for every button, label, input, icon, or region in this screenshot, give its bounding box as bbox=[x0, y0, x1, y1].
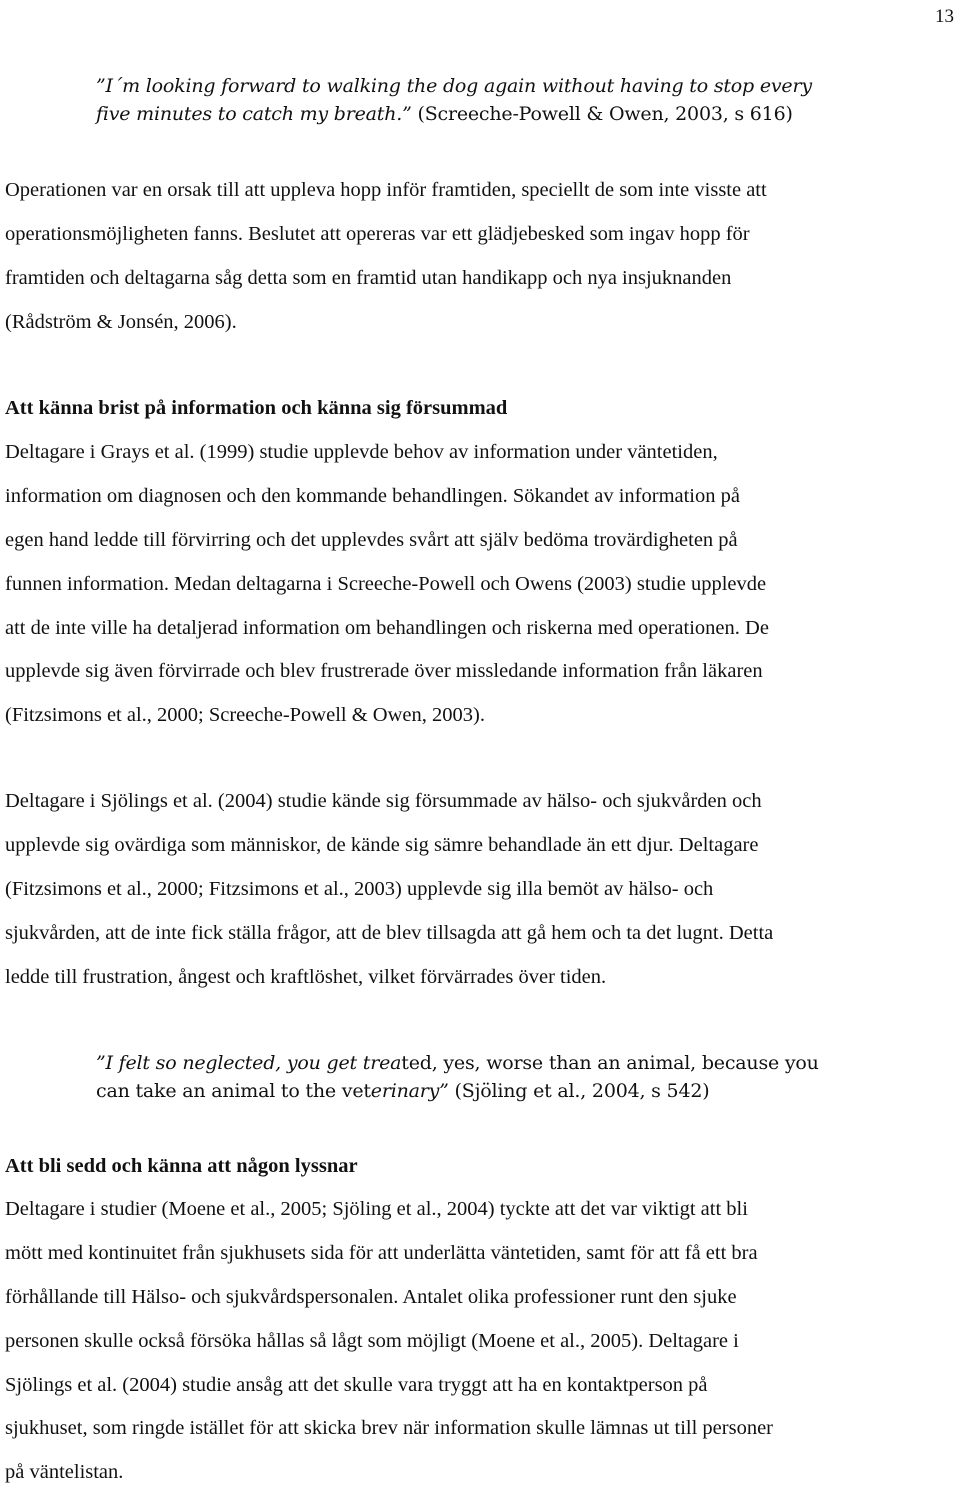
quote-text: ted, yes, worse than an animal, because you bbox=[401, 1052, 819, 1074]
quote-text: can take an animal to the vet bbox=[96, 1080, 371, 1102]
text-line: sjukvården, att de inte fick ställa frågor, att de blev tillsagda att gå hem och ta det lugnt. Detta bbox=[5, 922, 774, 944]
text-line: att de inte ville ha detaljerad information om behandlingen och riskerna med operationen. De bbox=[5, 617, 769, 639]
text-line: funnen information. Medan deltagarna i Screeche-Powell och Owens (2003) studie upplevde bbox=[5, 573, 767, 595]
text-line: egen hand ledde till förvirring och det upplevdes svårt att själv bedöma trovärdigheten på bbox=[5, 529, 738, 551]
text-line: ledde till frustration, ångest och kraftlöshet, vilket förvärrades över tiden. bbox=[5, 966, 607, 988]
section-heading: Att bli sedd och känna att någon lyssnar bbox=[5, 1155, 358, 1177]
quote-line bbox=[96, 105, 793, 124]
text-line: upplevde sig ovärdiga som människor, de kände sig sämre behandlade än ett djur. Deltagare bbox=[5, 834, 759, 856]
quote-line bbox=[96, 1054, 819, 1073]
text-line: operationsmöjligheten fanns. Beslutet att opereras var ett glädjebesked som ingav hopp för bbox=[5, 223, 750, 245]
text-line: sjukhuset, som ringde istället för att skicka brev när information skulle lämnas ut till personer bbox=[5, 1417, 774, 1439]
quote-citation: (Sjöling et al., 2004, s 542) bbox=[448, 1080, 710, 1102]
quote-italic-text: five minutes to catch my breath.” bbox=[96, 103, 412, 125]
text-line: Sjölings et al. (2004) studie ansåg att det skulle vara tryggt att ha en kontaktperson på bbox=[5, 1374, 708, 1396]
text-line: på väntelistan. bbox=[5, 1461, 124, 1483]
text-line: Operationen var en orsak till att uppleva hopp inför framtiden, speciellt de som inte visste att bbox=[5, 179, 767, 201]
text-line: (Fitzsimons et al., 2000; Fitzsimons et al., 2003) upplevde sig illa bemöt av hälso- och bbox=[5, 878, 714, 900]
text-line: upplevde sig även förvirrade och blev frustrerade över missledande information från läkaren bbox=[5, 660, 763, 682]
text-line: Deltagare i Sjölings et al. (2004) studie kände sig försummade av hälso- och sjukvården och bbox=[5, 790, 762, 812]
page-number: 13 bbox=[935, 6, 954, 27]
text-line: mött med kontinuitet från sjukhusets sida för att underlätta väntetiden, samt för att få ett bra bbox=[5, 1242, 758, 1264]
section-heading: Att känna brist på information och känna sig försummad bbox=[5, 397, 508, 419]
text-line: personen skulle också försöka hållas så lågt som möjligt (Moene et al., 2005). Deltagare i bbox=[5, 1330, 739, 1352]
text-line: framtiden och deltagarna såg detta som en framtid utan handikapp och nya insjuknanden bbox=[5, 267, 732, 289]
text-line: Deltagare i studier (Moene et al., 2005; Sjöling et al., 2004) tyckte att det var viktigt att bli bbox=[5, 1198, 748, 1220]
text-line: förhållande till Hälso- och sjukvårdspersonalen. Antalet olika professioner runt den sjuke bbox=[5, 1286, 737, 1308]
text-line: (Fitzsimons et al., 2000; Screeche-Powell & Owen, 2003). bbox=[5, 704, 485, 726]
quote-line: ”I´m looking forward to walking the dog again without having to stop every bbox=[96, 75, 812, 97]
text-line: Deltagare i Grays et al. (1999) studie upplevde behov av information under väntetiden, bbox=[5, 441, 718, 463]
quote-italic-text: erinary” bbox=[370, 1080, 449, 1102]
quote-italic-text: ”I felt so neglected, you get trea bbox=[96, 1052, 402, 1074]
text-line: information om diagnosen och den kommande behandlingen. Sökandet av information på bbox=[5, 485, 740, 507]
text-line: (Rådström & Jonsén, 2006). bbox=[5, 311, 237, 333]
quote-citation: (Screeche-Powell & Owen, 2003, s 616) bbox=[411, 103, 793, 125]
quote-line bbox=[96, 1082, 709, 1101]
